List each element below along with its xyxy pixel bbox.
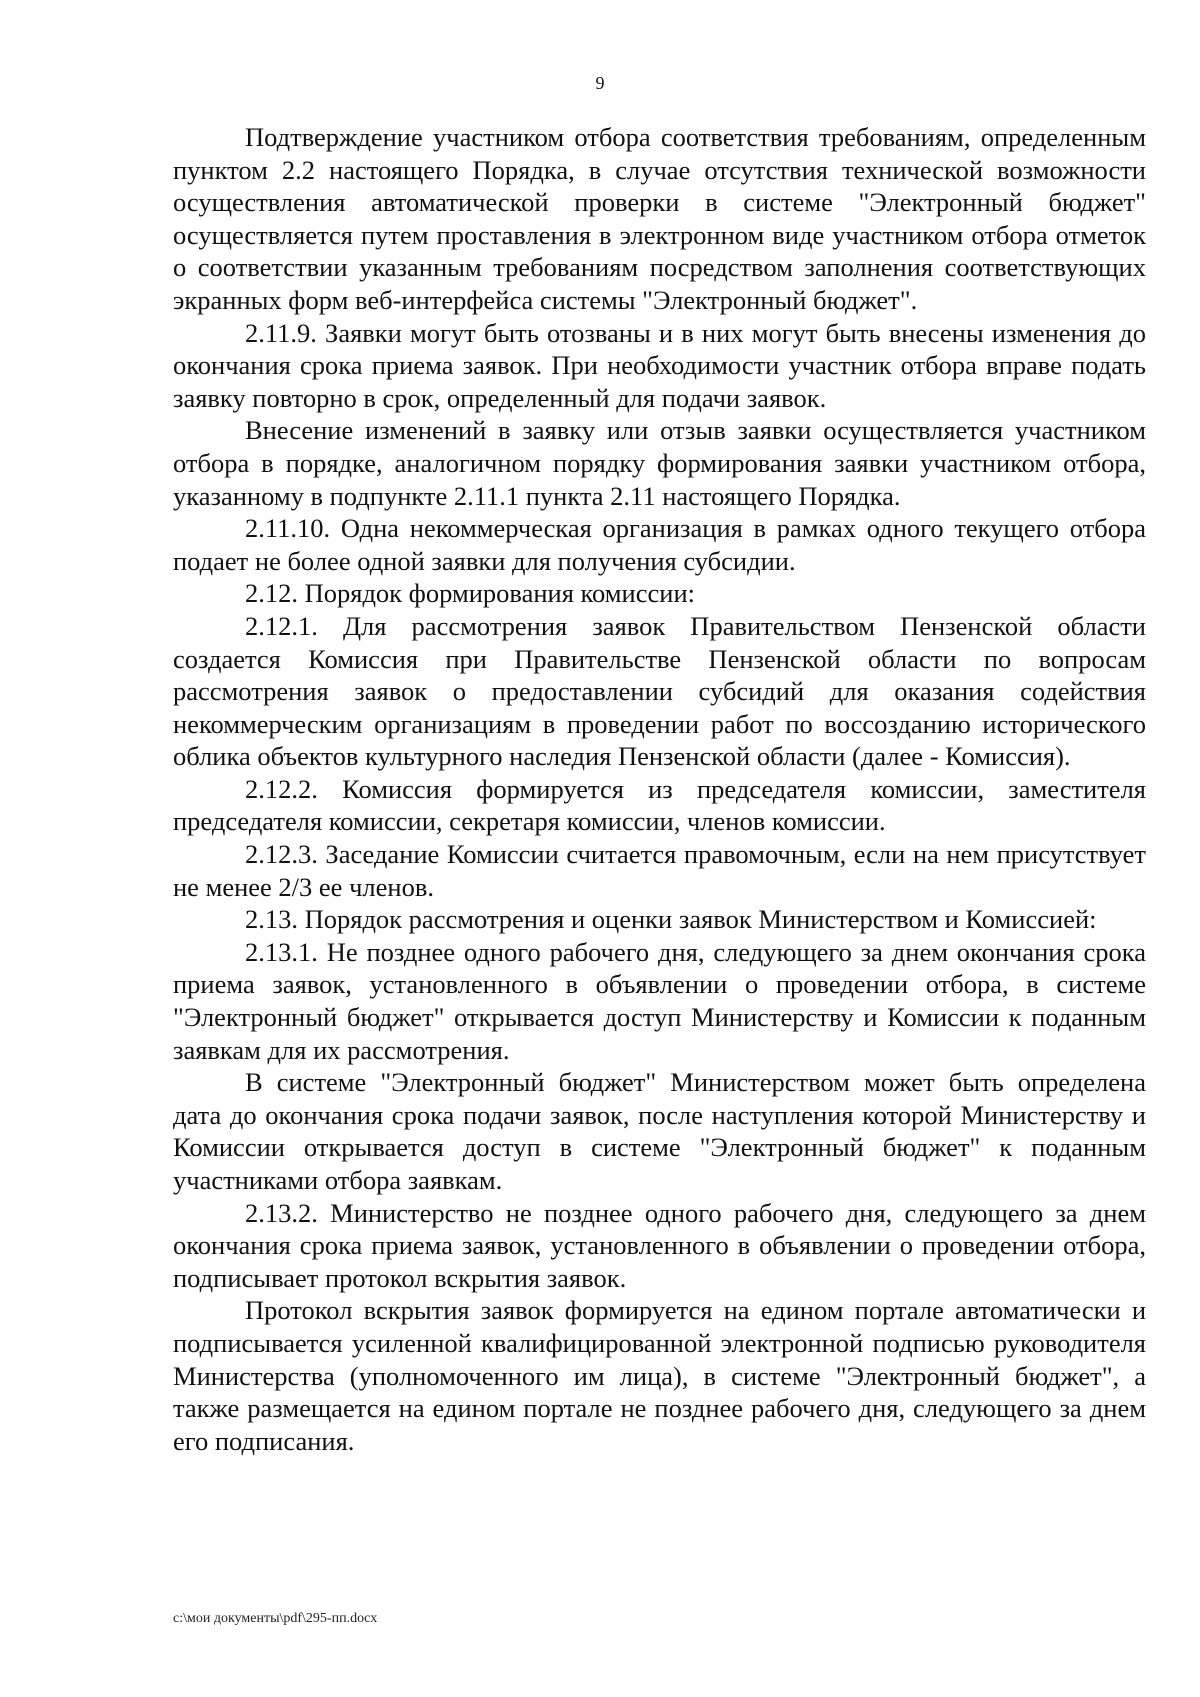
paragraph-2-11-10: 2.11.10. Одна некоммерческая организация в рамках одного текущего отбора подает не более одной заявки для получения субсидии. xyxy=(173,513,1146,576)
paragraph-2-13: 2.13. Порядок рассмотрения и оценки заявок Министерством и Комиссией: xyxy=(245,904,1097,935)
page-number: 9 xyxy=(595,73,605,93)
document-body xyxy=(173,121,1146,1457)
paragraph-2-13-2: 2.13.2. Министерство не позднее одного рабочего дня, следующего за днем окончания срока приема заявок, установленного в объявлении о проведении отбора, подписывает протокол вскрытия заявок. xyxy=(173,1197,1146,1293)
paragraph-2-12-3: 2.12.3. Заседание Комиссии считается правомочным, если на нем присутствует не менее 2/3 ее членов. xyxy=(173,839,1146,902)
paragraph-2-12: 2.12. Порядок формирования комиссии: xyxy=(245,578,695,609)
paragraph-2-11-9: 2.11.9. Заявки могут быть отозваны и в них могут быть внесены изменения до окончания срока приема заявок. При необходимости участник отбора вправе подать заявку повторно в срок, определенный для подачи заявок. xyxy=(173,317,1146,413)
paragraph-2-13-1: 2.13.1. Не позднее одного рабочего дня, следующего за днем окончания срока приема заявок, установленного в объявлении о проведении отбора, в системе "Электронный бюджет" открывается доступ Министерству и Комиссии к поданным заявкам для их рассмотрения. xyxy=(173,936,1146,1065)
paragraph-changes-or-withdrawal: Внесение изменений в заявку или отзыв заявки осуществляется участником отбора в порядке, аналогичном порядку формирования заявки участником отбора, указанному в подпункте 2.11.1 пункта 2.11 настоящего Порядка. xyxy=(173,415,1146,511)
paragraph-opening-protocol: Протокол вскрытия заявок формируется на едином портале автоматически и подписывается усиленной квалифицированной электронной подписью руководителя Министерства (уполномоченного им лица), в системе "Электронный бюджет", а также размещается на едином портале не позднее рабочего дня, следующего за днем его подписания. xyxy=(173,1295,1146,1456)
paragraph-2-12-2: 2.12.2. Комиссия формируется из председателя комиссии, заместителя председателя комиссии, секретаря комиссии, членов комиссии. xyxy=(173,773,1146,837)
paragraph-2-12-1: 2.12.1. Для рассмотрения заявок Правительством Пензенской области создается Комиссия при Правительстве Пензенской области по вопросам рассмотрения заявок о предоставлении субсидий для оказания содействия некоммерческим организациям в проведении работ по воссозданию исторического облика объектов культурного наследия Пензенской области (далее - Комиссия). xyxy=(173,610,1146,772)
paragraph-access-date: В системе "Электронный бюджет" Министерством может быть определена дата до окончания срока подачи заявок, после наступления которой Министерству и Комиссии открывается доступ в системе "Электронный бюджет" к поданным участниками отбора заявкам. xyxy=(173,1067,1146,1195)
footer-file-path: c:\мои документы\pdf\295-пп.docx xyxy=(173,1611,378,1626)
paragraph-confirmation-requirements: Подтверждение участником отбора соответствия требованиям, определенным пунктом 2.2 настоящего Порядка, в случае отсутствия технической возможности осуществления автоматической проверки в системе "Электронный бюджет" осуществляется путем проставления в электронном виде участником отбора отметок о соответствии указанным требованиям посредством заполнения соответствующих экранных форм веб-интерфейса системы "Электронный бюджет". xyxy=(173,122,1146,315)
